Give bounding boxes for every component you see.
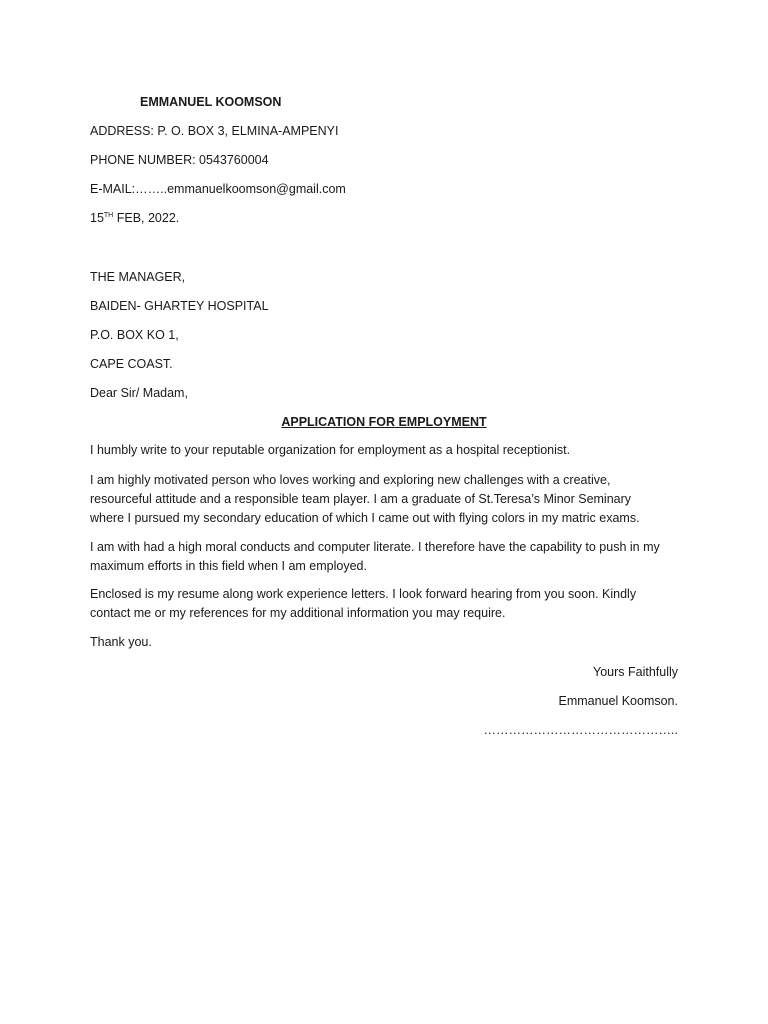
date-rest: FEB, 2022.: [113, 211, 180, 225]
paragraph-line: maximum efforts in this field when I am employed.: [90, 559, 367, 573]
sender-name: EMMANUEL KOOMSON: [140, 95, 282, 109]
paragraph-line: I am with had a high moral conducts and computer literate. I therefore have the capability to push in my: [90, 540, 660, 554]
recipient-city: CAPE COAST.: [90, 357, 173, 371]
paragraph-2: [90, 471, 690, 528]
letter-date: [90, 210, 179, 226]
recipient-box: P.O. BOX KO 1,: [90, 328, 179, 342]
signer-name: Emmanuel Koomson.: [558, 694, 678, 708]
recipient-title: THE MANAGER,: [90, 270, 186, 284]
paragraph-4: [90, 585, 690, 623]
subject-heading: APPLICATION FOR EMPLOYMENT: [281, 415, 487, 429]
date-suffix: TH: [103, 212, 114, 219]
recipient-organization: BAIDEN- GHARTEY HOSPITAL: [90, 299, 269, 313]
paragraph-line: I humbly write to your reputable organization for employment as a hospital receptionist.: [90, 443, 571, 457]
salutation: Dear Sir/ Madam,: [90, 386, 188, 400]
paragraph-1: [90, 441, 690, 460]
paragraph-line: Enclosed is my resume along work experience letters. I look forward hearing from you soon. Kindly: [90, 587, 637, 601]
sender-email: E-MAIL:……..emmanuelkoomson@gmail.com: [90, 182, 346, 196]
signature-line: ………………………………………..: [483, 723, 678, 737]
paragraph-line: contact me or my references for my additional information you may require.: [90, 606, 506, 620]
paragraph-line: I am highly motivated person who loves working and exploring new challenges with a creative,: [90, 473, 611, 487]
thanks: Thank you.: [90, 635, 152, 649]
date-day: 15: [90, 211, 104, 225]
paragraph-3: [90, 538, 690, 576]
paragraph-line: where I pursued my secondary education of which I came out with flying colors in my matric exams.: [90, 511, 640, 525]
paragraph-line: resourceful attitude and a responsible team player. I am a graduate of St.Teresa’s Minor Seminary: [90, 492, 632, 506]
sender-phone: PHONE NUMBER: 0543760004: [90, 153, 269, 167]
valediction: Yours Faithfully: [593, 665, 678, 679]
sender-address: ADDRESS: P. O. BOX 3, ELMINA-AMPENYI: [90, 124, 339, 138]
